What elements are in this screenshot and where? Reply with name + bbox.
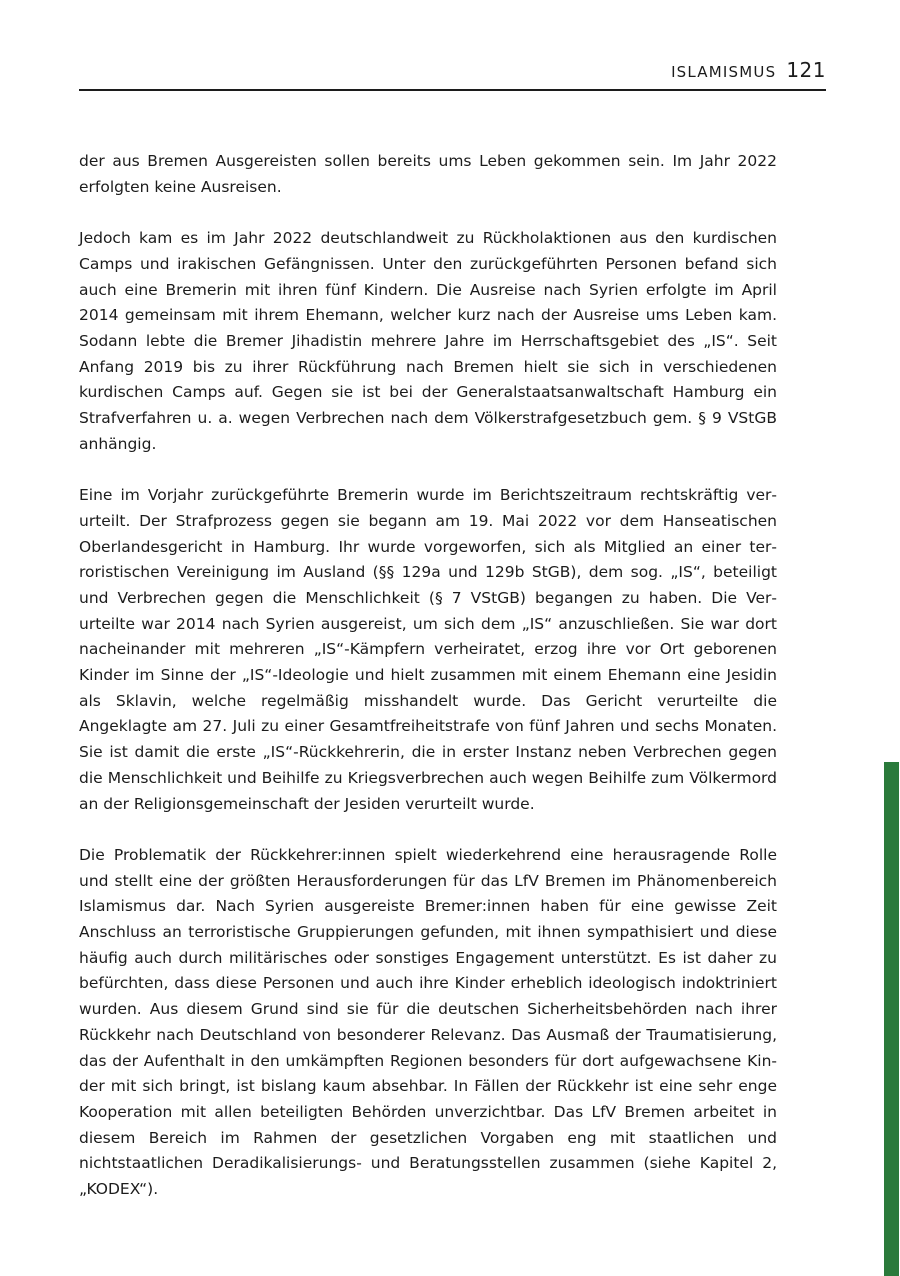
running-header [79,58,826,91]
page-number: 121 [786,58,826,82]
paragraph-1: der aus Bremen Ausgereisten sollen bereits ums Leben gekommen sein. Im Jahr 2022 erfolgten keine Ausreisen. [79,152,777,196]
body-text [79,149,777,1228]
chapter-tab-bar [884,762,899,1276]
paragraph-2: Jedoch kam es im Jahr 2022 deutschlandweit zu Rückholaktionen aus den kurdischen Camps und irakischen Gefängnissen. Unter den zurückgeführten Personen befand sich auch eine Bremerin mit ihren fünf Kindern. Die Ausreise nach Syrien erfolgte im April 2014 gemeinsam mit ihrem Ehemann, welcher kurz nach der Ausreise ums Leben kam. Sodann lebte die Bremer Jihadistin mehrere Jahre im Herrschaftsgebiet des „IS“. Seit Anfang 2019 bis zu ihrer Rückführung nach Bremen hielt sie sich in verschiedenen kurdischen Camps auf. Gegen sie ist bei der Generalstaatsanwaltschaft Hamburg ein Strafverfahren u. a. wegen Verbrechen nach dem Völkerstrafgesetzbuch gem. § 9 VStGB anhängig. [79,229,777,453]
section-title: ISLAMISMUS [671,63,777,81]
paragraph-4: Die Problematik der Rückkehrer:innen spielt wiederkehrend eine herausragende Rolle und stellt eine der größten Herausforderungen für das LfV Bremen im Phänomenbereich Islamismus dar. Nach Syrien ausgereiste Bremer:innen haben für eine gewisse Zeit Anschluss an terroristische Gruppierungen gefunden, mit ihnen sympathisiert und diese häufig auch durch militärisches oder sonstiges Engagement unterstützt. Es ist daher zu befürchten, dass diese Personen und auch ihre Kinder erheblich ideologisch indoktriniert wurden. Aus diesem Grund sind sie für die deutschen Sicherheitsbehörden nach ihrer Rückkehr nach Deutschland von besonderer Relevanz. Das Ausmaß der Traumatisierung, das der Aufenthalt in den umkämpften Regionen besonders für dort aufgewachsene Kinder mit sich bringt, ist bislang kaum absehbar. In Fällen der Rückkehr ist eine sehr enge Kooperation mit allen beteiligten Behörden unverzichtbar. Das LfV Bremen arbeitet in diesem Bereich im Rahmen der gesetzlichen Vorgaben eng mit staatlichen und nichtstaatlichen Deradikalisierungs- und Beratungsstellen zusammen (siehe Kapitel 2, „KODEX“). [79,845,777,1199]
paragraph-3: Eine im Vorjahr zurückgeführte Bremerin wurde im Berichtszeitraum rechtskräftig verurteilt. Der Strafprozess gegen sie begann am 19. Mai 2022 vor dem Hanseatischen Oberlandesgericht in Hamburg. Ihr wurde vorgeworfen, sich als Mitglied an einer terroristischen Vereinigung im Ausland (§§ 129a und 129b StGB), dem sog. „IS“, beteiligt und Verbrechen gegen die Menschlichkeit (§ 7 VStGB) begangen zu haben. Die Verurteilte war 2014 nach Syrien ausgereist, um sich dem „IS“ anzuschließen. Sie war dort nacheinander mit mehreren „IS“-Kämpfern verheiratet, erzog ihre vor Ort geborenen Kinder im Sinne der „IS“-Ideologie und hielt zusammen mit einem Ehemann eine Jesidin als Sklavin, welche regelmäßig misshandelt wurde. Das Gericht verurteilte die Angeklagte am 27. Juli zu einer Gesamtfreiheitstrafe von fünf Jahren und sechs Monaten. Sie ist damit die erste „IS“-Rückkehrerin, die in erster Instanz neben Verbrechen gegen die Menschlichkeit und Beihilfe zu Kriegsverbrechen auch wegen Beihilfe zum Völkermord an der Religionsgemeinschaft der Jesiden verurteilt wurde. [79,486,777,813]
